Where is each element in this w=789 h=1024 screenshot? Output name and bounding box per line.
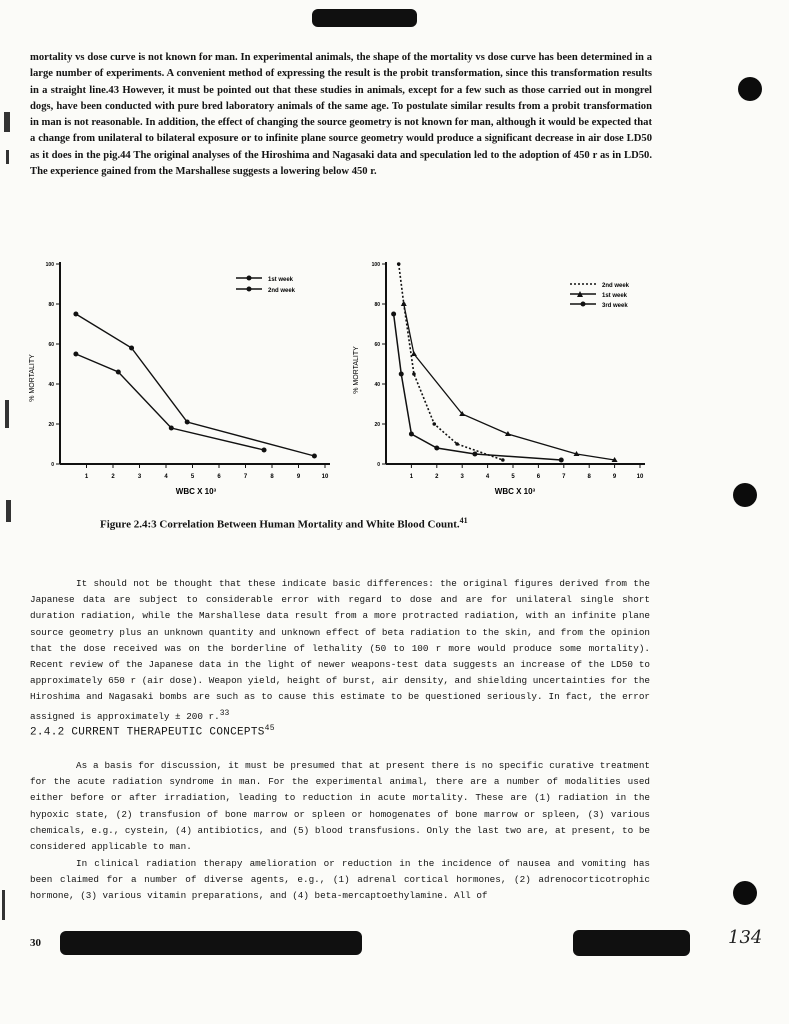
data-point: [559, 458, 564, 463]
x-tick-label: 8: [587, 474, 591, 480]
legend-label: 1st week: [268, 277, 294, 283]
figure-caption: Figure 2.4:3 Correlation Between Human Mortality and White Blood Count.$^{41}$: [100, 516, 468, 531]
x-tick-label: 5: [190, 474, 195, 480]
x-tick-label: 4: [164, 474, 168, 480]
x-tick-label: 3: [137, 474, 142, 480]
figure-footnote-ref: 41: [459, 516, 468, 525]
data-point: [402, 302, 406, 306]
legend-label: 2nd week: [268, 288, 296, 294]
chart-right: [353, 262, 645, 496]
legend: [236, 276, 296, 295]
x-tick-label: 2: [435, 474, 439, 480]
paragraph-4: In clinical radiation therapy amelioration or reduction in the incidence of nausea and vomiting has been claimed for a number of diverse agents, e.g., (1) adrenal cortical hormones, (2) adrenocorticotrophic hormone, (3) various vitamin preparations, and (4) beta-mercaptoethylamine. All of: [30, 858, 650, 902]
data-point: [432, 422, 436, 426]
punch-hole-top: [738, 77, 762, 101]
y-axis-label: % MORTALITY: [353, 346, 360, 394]
data-point: [412, 372, 416, 376]
y-tick-label: 80: [374, 302, 380, 308]
data-point: [129, 346, 134, 351]
footnote-ref: 45: [264, 724, 275, 733]
x-tick-label: 8: [270, 474, 274, 480]
page-number: 30: [30, 937, 41, 949]
data-point: [409, 432, 414, 437]
x-axis-label: WBC X 10³: [175, 487, 217, 496]
x-tick-label: 10: [321, 474, 329, 480]
y-tick-label: 60: [374, 342, 380, 348]
x-tick-label: 4: [485, 474, 490, 480]
data-point: [391, 312, 396, 317]
data-point: [434, 446, 439, 451]
series-line-1: [404, 304, 615, 460]
x-tick-label: 7: [243, 474, 248, 480]
x-tick-label: 6: [217, 474, 221, 480]
y-tick-label: 100: [371, 262, 380, 268]
y-tick-label: 20: [48, 422, 54, 428]
y-tick-label: 0: [51, 462, 54, 468]
data-point: [472, 452, 477, 457]
paragraph-2: It should not be thought that these indicate basic differences: the original figures derived from the Japanese data are subject to considerable error with regard to dose and are for unilateral single short duration radiation, while the Marshallese data result from a more protracted radiation, with an infinite plane source geometry plus an unknown quantity and unknown effect of beta radiation to the skin, and from the opinion that the dose received was on the borderline of lethality (50 to 100 r more would produce some mortality). Recent review of the Japanese data in the light of newer weapons-test data suggests an increase of the LD50 to approximately 650 r (air dose). Weapon yield, height of burst, air density, and shielding uncertainties for the Hiroshima and Nagasaki bombs are such as to cause this estimate to be questioned seriously. In fact, the error assigned is approximately ± 200 r.$^{33}$: [30, 578, 650, 722]
x-tick-label: 9: [612, 474, 617, 480]
section-heading: 2.4.2 CURRENT THERAPEUTIC CONCEPTS$^{45}$: [30, 724, 275, 739]
data-point: [73, 352, 78, 357]
data-point: [455, 442, 459, 446]
legend-label: 2nd week: [602, 283, 630, 289]
margin-speck: [6, 150, 9, 164]
y-tick-label: 60: [48, 342, 54, 348]
paragraph-3: As a basis for discussion, it must be presumed that at present there is no specific curative treatment for the acute radiation syndrome in man. For the experimental animal, there are a number of modalities used either before or after irradiation, leading to reduction in acute mortality. These are (1) radiation in the hypoxic state, (2) transfusion of bone marrow or spleen or homogenates of bone marrow or spleen, (3) various chemicals, e.g., cystein, (4) antibiotics, and (5) blood transfusions. Only the last two are, at present, to be considered applicable to man.: [30, 760, 650, 853]
x-tick-label: 2: [111, 474, 115, 480]
legend-label: 3rd week: [602, 303, 628, 309]
y-tick-label: 0: [377, 462, 380, 468]
y-tick-label: 40: [374, 382, 380, 388]
margin-speck: [2, 890, 5, 920]
data-point: [73, 312, 78, 317]
y-tick-label: 80: [48, 302, 54, 308]
data-point: [312, 454, 317, 459]
legend: [570, 283, 630, 309]
x-tick-label: 10: [636, 474, 644, 480]
margin-speck: [4, 112, 10, 132]
x-tick-label: 3: [460, 474, 464, 480]
data-point: [399, 372, 404, 377]
punch-hole-bottom: [733, 881, 757, 905]
y-tick-label: 100: [45, 262, 54, 268]
chart-left: [29, 262, 330, 496]
data-point: [262, 448, 267, 453]
legend-label: 1st week: [602, 293, 628, 299]
x-tick-label: 6: [536, 474, 541, 480]
paragraph-1: mortality vs dose curve is not known for man. In experimental animals, the shape of the mortality vs dose curve has been determined in a large number of experiments. A convenient method of expressing the result is the probit transformation, since this transformation results in a straight line.43 However, it must be pointed out that these studies in animals, except for a few such as those carried out in mongrel dogs, have been conducted with pure bred laboratory animals of the same age. To postulate similar results from a probit transformation in man is not reasonable. In addition, the effect of changing the source geometry is not known for man, although it would be expected that a change from unilateral to bilateral exposure or to infinite plane source geometry would produce a significant decrease in air dose LD50 as it does in the pig.44 The original analyses of the Hiroshima and Nagasaki data and speculation led to the adoption of 450 r as in LD50. The experience gained from the Marshallese suggests a lowering below 450 r.: [30, 52, 652, 178]
data-point: [397, 262, 401, 266]
y-tick-label: 40: [48, 382, 54, 388]
redaction-bar-bottom-left: [60, 931, 362, 955]
data-point: [501, 458, 505, 462]
x-tick-label: 7: [562, 474, 566, 480]
x-axis-label: WBC X 10³: [494, 487, 536, 496]
footnote-ref: 33: [219, 708, 230, 718]
x-tick-label: 5: [511, 474, 515, 480]
series-line-1: [76, 314, 315, 456]
redaction-bar-bottom-right: [573, 930, 690, 956]
data-point: [169, 426, 174, 431]
redaction-bar-top: [312, 9, 417, 27]
y-tick-label: 20: [374, 422, 380, 428]
series-line-2: [399, 264, 503, 460]
y-axis-label: % MORTALITY: [29, 354, 36, 402]
x-tick-label: 1: [409, 474, 414, 480]
x-tick-label: 1: [84, 474, 89, 480]
handwritten-page-number: 134: [728, 927, 763, 948]
x-tick-label: 9: [296, 474, 301, 480]
data-point: [116, 370, 121, 375]
data-point: [185, 420, 190, 425]
figure-charts: [0, 250, 789, 520]
